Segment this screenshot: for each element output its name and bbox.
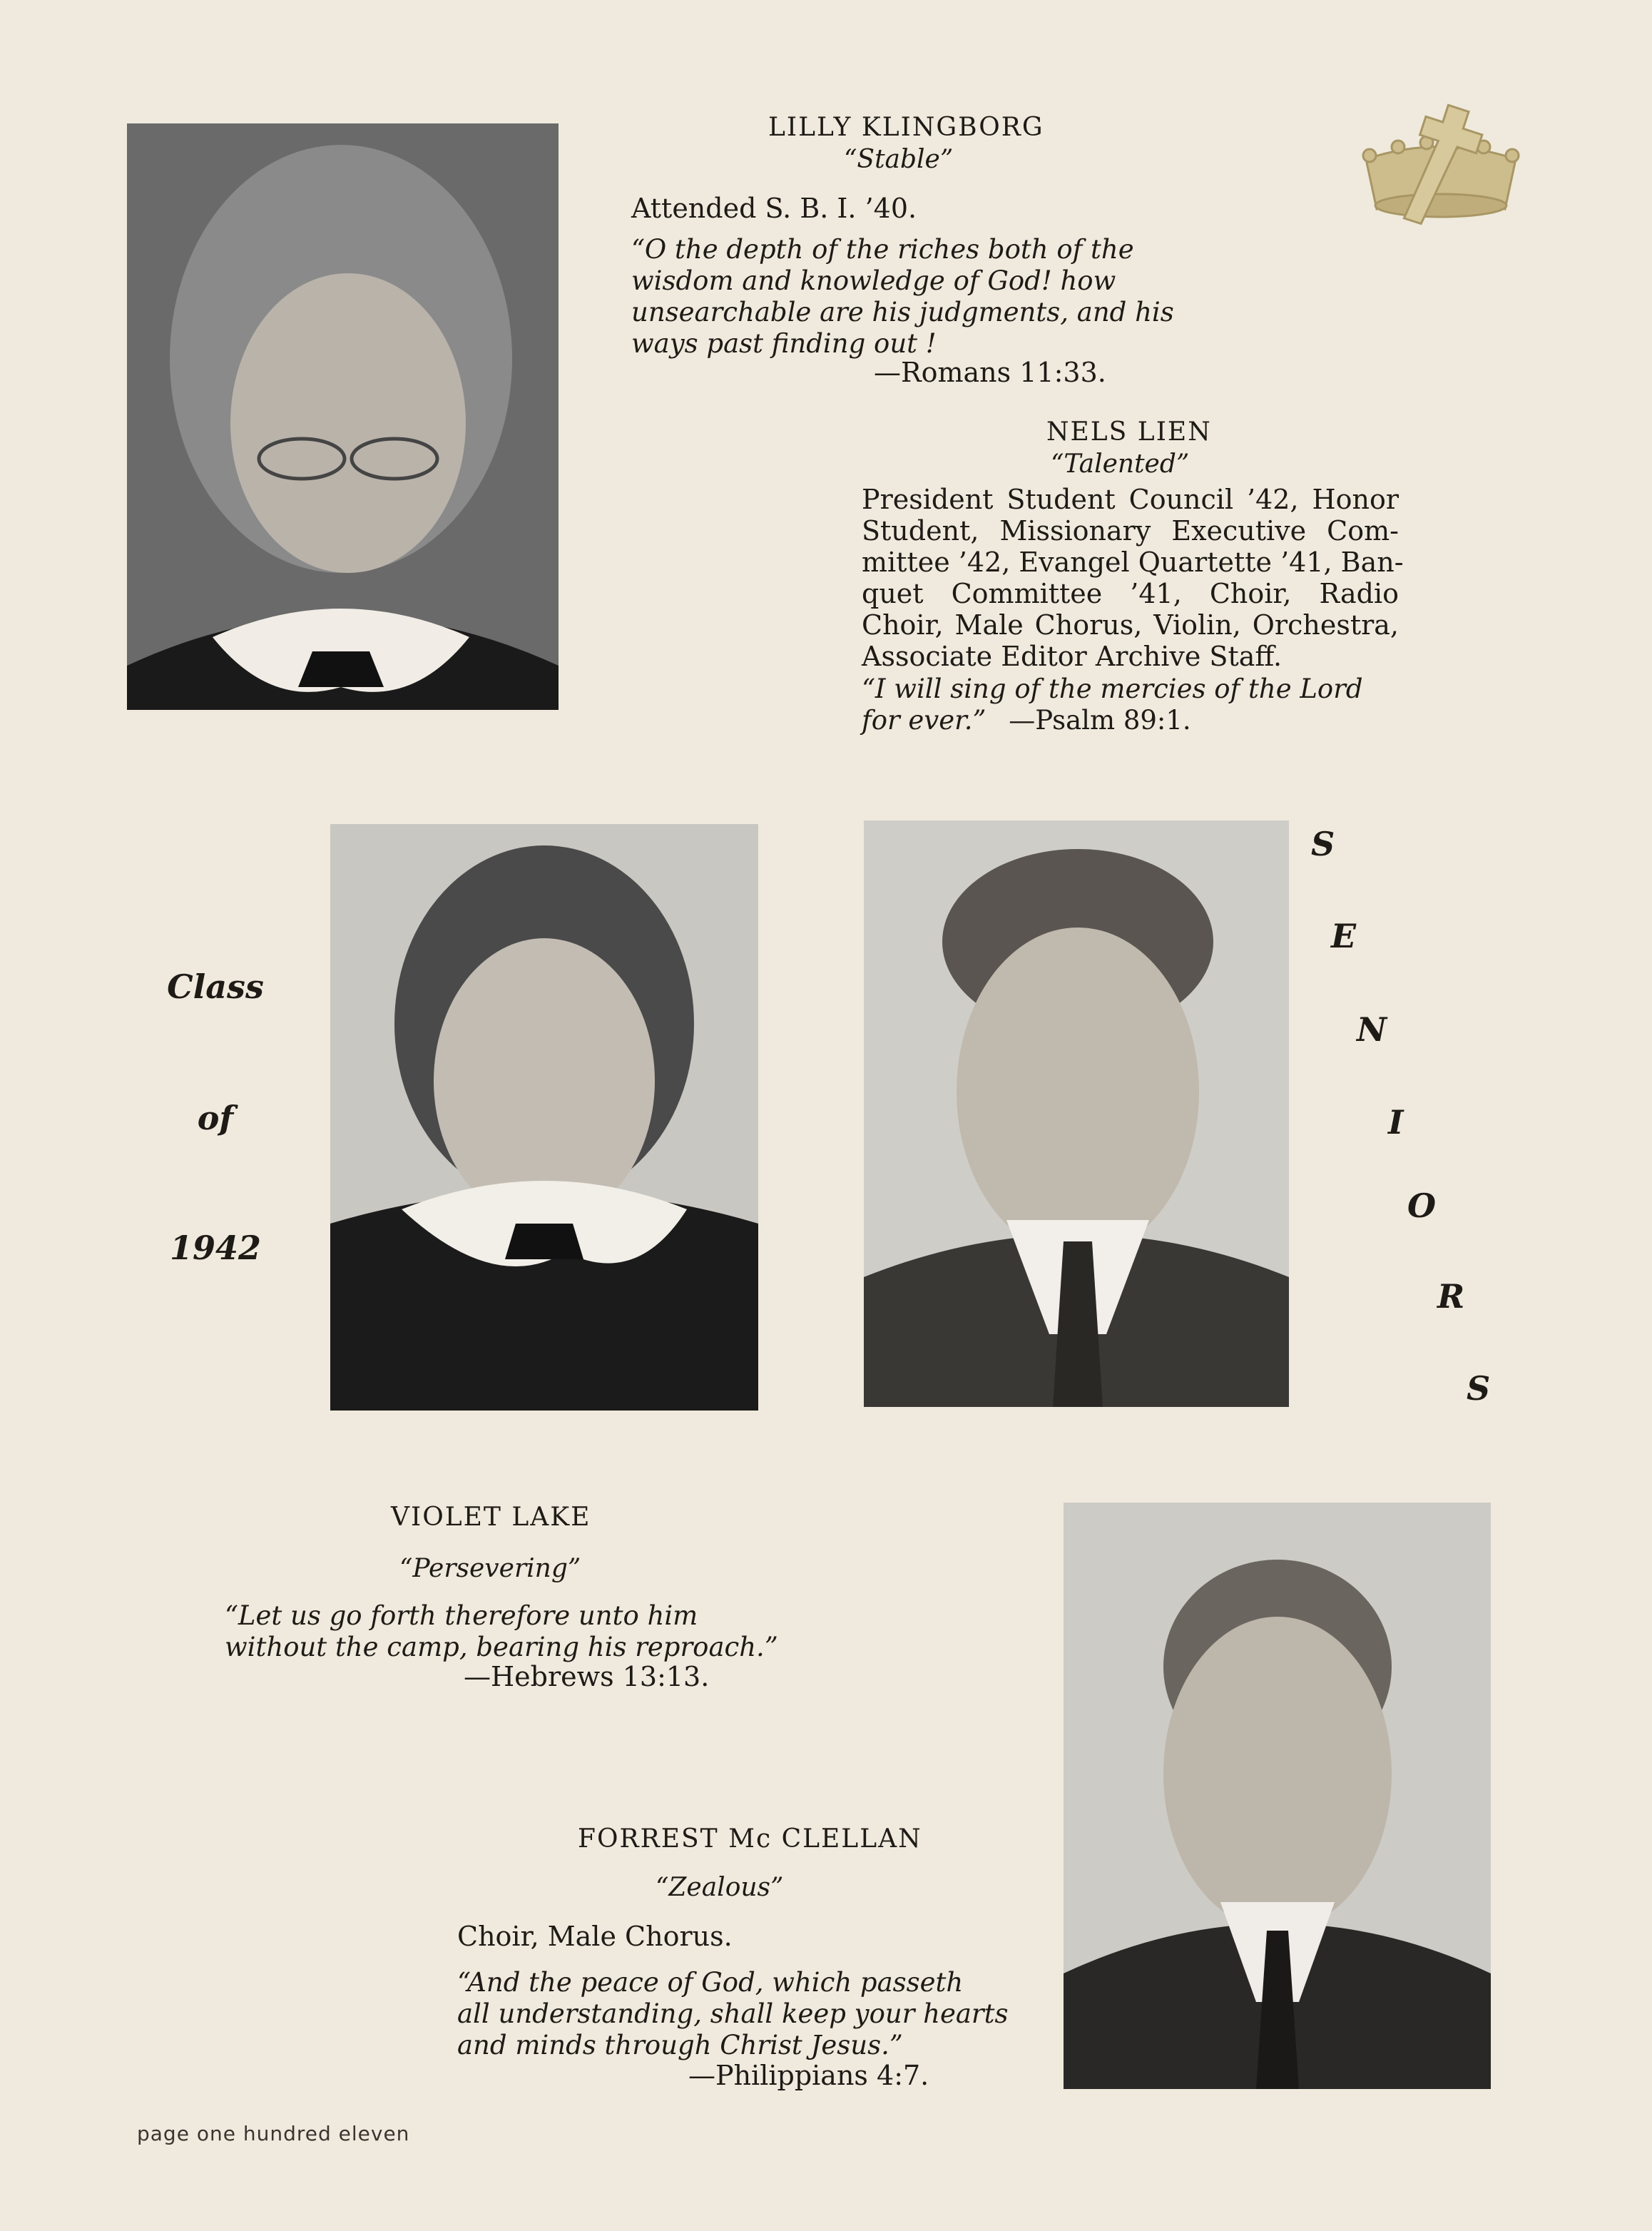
quote-line: “O the depth of the riches both of the xyxy=(631,234,1134,265)
seniors-letter: S xyxy=(1467,1369,1491,1408)
activity-line: Associate Editor Archive Staff. xyxy=(862,641,1283,672)
senior-name-mcclellan: FORREST Mc CLELLAN xyxy=(578,1824,922,1854)
senior-motto-lake: “Persevering” xyxy=(399,1554,581,1583)
seniors-letter: E xyxy=(1331,917,1357,955)
seniors-letter: I xyxy=(1388,1103,1404,1142)
quote-line: unsearchable are his judgments, and his xyxy=(631,297,1174,327)
senior-citation-lien: —Psalm 89:1. xyxy=(1009,705,1191,736)
side-title-of: of xyxy=(197,1099,234,1137)
seniors-letter: S xyxy=(1311,825,1335,863)
senior-citation-mcclellan: —Philippians 4:7. xyxy=(688,2060,929,2091)
seniors-letter: R xyxy=(1437,1277,1465,1316)
activity-line: Student, Missionary Executive Com- xyxy=(862,515,1399,547)
seniors-letter: N xyxy=(1357,1010,1387,1049)
quote-line: “Let us go forth therefore unto him xyxy=(225,1600,698,1631)
quote-end: for ever.” xyxy=(862,705,986,736)
senior-quote-klingborg xyxy=(631,234,1173,360)
side-title-year: 1942 xyxy=(169,1229,262,1267)
senior-name-klingborg: LILLY KLINGBORG xyxy=(768,113,1044,142)
activity-line: President Student Council ’42, Honor xyxy=(862,484,1399,515)
activity-line: quet Committee ’41, Choir, Radio xyxy=(862,578,1399,609)
senior-quote-lien xyxy=(862,674,1404,736)
quote-line: and minds through Christ Jesus.” xyxy=(457,2030,903,2060)
senior-motto-mcclellan: “Zealous” xyxy=(656,1873,784,1902)
senior-motto-lien: “Talented” xyxy=(1051,449,1190,479)
activity-line: Choir, Male Chorus, Violin, Orchestra, xyxy=(862,609,1399,641)
senior-name-lien: NELS LIEN xyxy=(1046,417,1212,447)
senior-activities-mcclellan: Choir, Male Chorus. xyxy=(457,1921,733,1952)
senior-motto-klingborg: “Stable” xyxy=(844,145,954,174)
quote-line: without the camp, bearing his reproach.” xyxy=(225,1632,778,1662)
portrait-lilly-klingborg xyxy=(127,123,559,710)
senior-quote-lake xyxy=(225,1600,778,1663)
portrait-forrest-mcclellan xyxy=(1064,1503,1491,2089)
senior-name-lake: VIOLET LAKE xyxy=(391,1503,591,1532)
seniors-letter: O xyxy=(1407,1186,1437,1225)
senior-citation-klingborg: —Romans 11:33. xyxy=(874,357,1106,388)
side-title-class: Class xyxy=(167,967,264,1006)
senior-quote-mcclellan xyxy=(457,1967,1014,2061)
activity-line: mittee ’42, Evangel Quartette ’41, Ban- xyxy=(862,547,1404,578)
quote-line-last xyxy=(862,705,1404,736)
quote-line: all understanding, shall keep your hearts xyxy=(457,1998,1009,2029)
quote-line: ways past finding out ! xyxy=(631,328,937,359)
senior-activities-klingborg: Attended S. B. I. ’40. xyxy=(631,193,917,224)
page-number-footer: page one hundred eleven xyxy=(137,2122,410,2145)
quote-line: “And the peace of God, which passeth xyxy=(457,1967,964,1998)
portrait-violet-lake xyxy=(330,824,758,1411)
crown-cross-icon xyxy=(1352,91,1530,234)
senior-activities-lien xyxy=(862,484,1404,672)
portrait-nels-lien xyxy=(864,820,1289,1407)
senior-citation-lake: —Hebrews 13:13. xyxy=(464,1661,710,1692)
quote-line: wisdom and knowledge of God! how xyxy=(631,265,1116,296)
quote-line: “I will sing of the mercies of the Lord xyxy=(862,674,1363,704)
